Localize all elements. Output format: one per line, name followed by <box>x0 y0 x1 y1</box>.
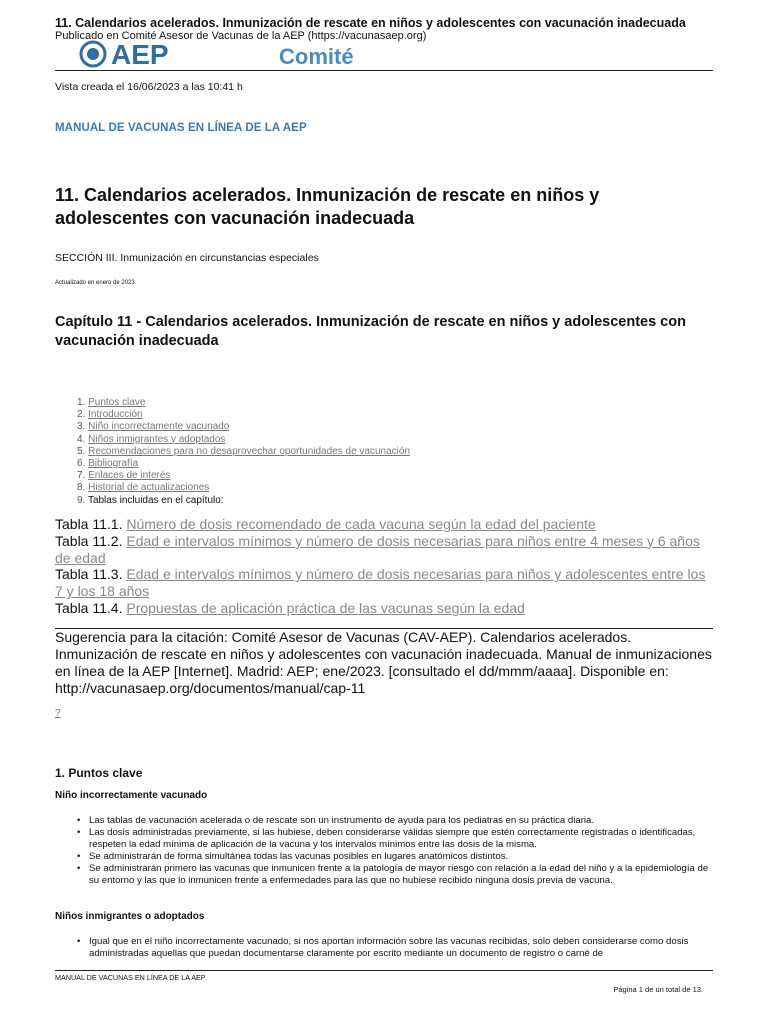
table-list-item <box>55 516 713 533</box>
toc-link[interactable]: Recomendaciones para no desaprovechar oportunidades de vacunación <box>88 445 411 457</box>
footer-divider <box>55 970 713 971</box>
toc-item-number: 2. <box>77 409 89 421</box>
toc-link[interactable]: Niño incorrectamente vacunado <box>88 421 230 433</box>
updated-date: Actualizado en enero de 2023 <box>55 280 135 286</box>
published-line: Publicado en Comité Asesor de Vacunas de la AEP (https://vacunasaep.org) <box>55 30 427 42</box>
toc-link[interactable]: Bibliografía <box>88 458 139 470</box>
svg-text:Comité: Comité <box>279 44 354 69</box>
subheading-ninos-inmigrantes: Niños inmigrantes o adoptados <box>55 911 205 922</box>
toc-item <box>77 495 410 507</box>
table-number: Tabla 11.3. <box>55 566 127 583</box>
table-link[interactable]: Edad e intervalos mínimos y número de dosis necesarias para niños y adolescentes entre los 7 y los 18 años <box>55 566 706 600</box>
toc-item-number: 3. <box>77 421 89 433</box>
bullet-item: • Las tablas de vacunación acelerada o de rescate son un instrumento de ayuda para los pediatras en su práctica diaria. <box>77 815 713 827</box>
toc-item-number: 9. <box>77 494 88 506</box>
citation-block <box>55 628 713 697</box>
document-header-title: 11. Calendarios acelerados. Inmunización de rescate en niños y adolescentes con vacunación inadecuada <box>55 16 686 30</box>
toc-item <box>77 397 410 409</box>
bullet-item: • Las dosis administradas previamente, si las hubiese, deben considerarse válidas siempre que estén correctamente registradas o identificadas, respeten la edad mínima de aplicación de la vacuna y los intervalos mínimos entre las dosis de la misma. <box>77 827 713 851</box>
table-number: Tabla 11.1. <box>55 516 127 532</box>
table-link[interactable]: Número de dosis recomendado de cada vacuna según la edad del paciente <box>126 516 596 532</box>
site-header <box>55 28 713 71</box>
subheading-nino-incorrectamente-vacunado: Niño incorrectamente vacunado <box>55 790 208 801</box>
table-list-item <box>55 600 713 617</box>
manual-heading: MANUAL DE VACUNAS EN LÍNEA DE LA AEP <box>55 122 307 134</box>
bullet-item: • Igual que en el niño incorrectamente vacunado, si nos aportan información sobre las vacunas recibidas, solo deben considerarse como dosis administradas aquellas que puedan documentarse claramente por escrito mediante un documento de registro o carné de <box>77 936 713 960</box>
table-list-item <box>55 566 713 600</box>
document-page <box>55 0 713 1024</box>
toc-item-number: 4. <box>77 433 89 445</box>
toc-link[interactable]: Enlaces de interés <box>88 470 171 482</box>
toc-item-number: 5. <box>77 445 89 457</box>
table-number: Tabla 11.4. <box>55 599 127 616</box>
toc-item <box>77 434 410 446</box>
section-label: SECCIÓN III. Inmunización en circunstancias especiales <box>55 252 319 264</box>
table-of-contents <box>77 397 410 507</box>
aep-comite-logo <box>77 38 399 70</box>
toc-label: Tablas incluidas en el capítulo: <box>87 494 224 506</box>
chapter-title: Capítulo 11 - Calendarios acelerados. Inmunización de rescate en niños y adolescentes con vacunación inadecuada <box>55 314 686 349</box>
footer-manual-label: MANUAL DE VACUNAS EN LÍNEA DE LA AEP <box>55 973 206 982</box>
table-list-item <box>55 533 713 567</box>
toc-item-number: 6. <box>77 458 89 470</box>
table-link[interactable]: Edad e intervalos mínimos y número de dosis necesarias para niños entre 4 meses y 6 años de edad <box>55 532 700 566</box>
table-link[interactable]: Propuestas de aplicación práctica de las vacunas según la edad <box>126 599 525 616</box>
puntos-clave-heading: 1. Puntos clave <box>55 766 143 780</box>
toc-link[interactable]: Niños inmigrantes y adoptados <box>88 433 226 445</box>
citation-text: Sugerencia para la citación: Comité Asesor de Vacunas (CAV-AEP). Calendarios acelerados. Inmunización de rescate en niños y adolescentes con vacunación inadecuada. Manual de inmunizaciones en línea de la AEP [Internet]. Madrid: AEP; ene/2023. [consultado el dd/mmm/aaaa]. Disponible en: http://vacunasaep.org/documentos/manual/cap-11 <box>55 629 712 696</box>
question-link[interactable]: ? <box>55 708 61 719</box>
bullet-item: • Se administrarán de forma simultánea todas las vacunas posibles en lugares anatómicos distintos. <box>77 851 713 863</box>
toc-item <box>77 421 410 433</box>
toc-item <box>77 409 410 421</box>
table-number: Tabla 11.2. <box>55 532 127 549</box>
bullet-list-inmigrantes <box>77 936 713 960</box>
toc-item <box>77 470 410 482</box>
tables-list <box>55 516 713 617</box>
toc-link[interactable]: Historial de actualizaciones <box>88 482 210 494</box>
view-created-timestamp: Vista creada el 16/06/2023 a las 10:41 h <box>55 81 243 93</box>
toc-item <box>77 458 410 470</box>
main-title: 11. Calendarios acelerados. Inmunización de rescate en niños y adolescentes con vacunación inadecuada <box>55 185 600 228</box>
footer-page-count: Página 1 de un total de 13. <box>613 985 703 994</box>
toc-link[interactable]: Introducción <box>88 409 143 421</box>
bullet-item: • Se administrarán primero las vacunas que inmunicen frente a la patología de mayor riesgo con relación a la edad del niño y a la epidemiología de su entorno y las que lo inmunicen frente a enfermedades para las que no hubiese recibido ninguna dosis previa de vacuna. <box>77 863 713 887</box>
toc-item <box>77 482 410 494</box>
bullet-list-nino <box>77 815 713 887</box>
svg-text:AEP: AEP <box>111 39 169 70</box>
toc-item-number: 1. <box>77 397 89 408</box>
toc-item-number: 8. <box>77 482 89 494</box>
toc-item-number: 7. <box>77 470 89 482</box>
toc-link[interactable]: Puntos clave <box>88 397 146 408</box>
toc-item <box>77 446 410 458</box>
